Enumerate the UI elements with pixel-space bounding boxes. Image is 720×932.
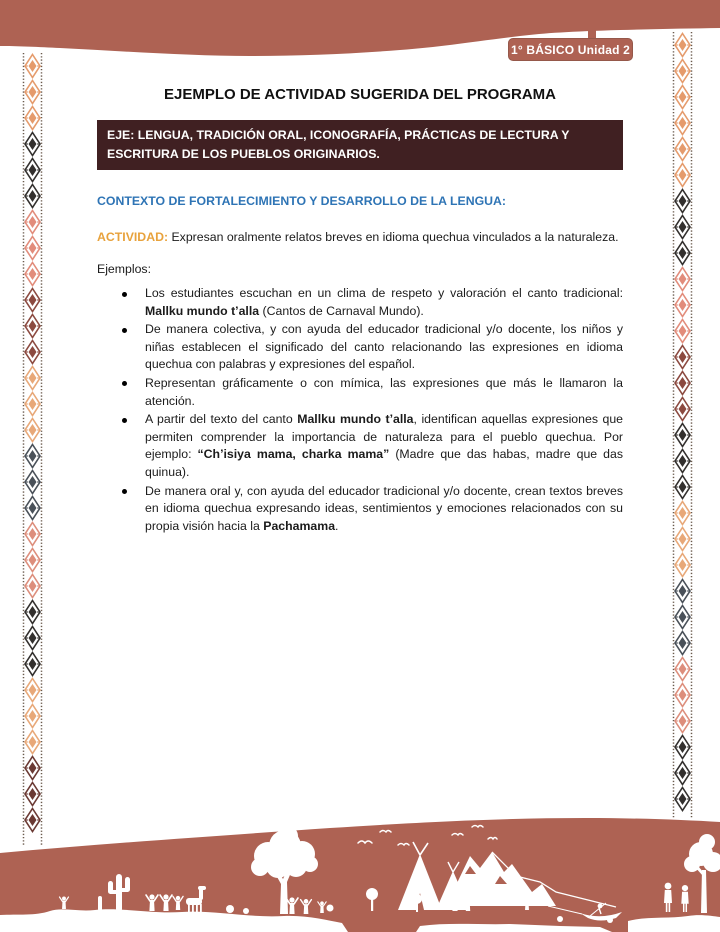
document-body: [97, 86, 623, 536]
footer-illustration: [0, 814, 720, 932]
examples-list: [97, 285, 623, 535]
activity-line: [97, 229, 623, 246]
activity-label: ACTIVIDAD:: [97, 230, 169, 244]
list-item: De manera colectiva, y con ayuda del educador tradicional y/o docente, los niños y niñas establecen el significado del canto relacionando las expresiones en idioma quechua con palabras y expresiones del español.: [97, 321, 623, 374]
activity-text: Expresan oralmente relatos breves en idioma quechua vinculados a la naturaleza.: [171, 230, 619, 244]
context-heading: CONTEXTO DE FORTALECIMIENTO Y DESARROLLO DE LA LENGUA:: [97, 194, 507, 208]
left-border-pattern: [22, 53, 43, 845]
list-item: De manera oral y, con ayuda del educador tradicional y/o docente, crean textos breves en idioma quechua expresando ideas, sentimientos y emociones relacionados con su propia visión hacia la Pachamama.: [97, 483, 623, 536]
list-item: Los estudiantes escuchan en un clima de respeto y valoración el canto tradicional: Mallku mundo t’alla (Cantos de Carnaval Mundo).: [97, 285, 623, 320]
examples-heading: Ejemplos:: [97, 262, 151, 276]
list-item: A partir del texto del canto Mallku mundo t’alla, identifican aquellas expresiones que permiten comprender la importancia de naturaleza para el pueblo quechua. Por ejemplo: “Ch’isiya mama, charka mama” (Madre que das habas, madre que das quinua).: [97, 411, 623, 481]
page-title: EJEMPLO DE ACTIVIDAD SUGERIDA DEL PROGRAMA: [164, 86, 556, 103]
eje-banner: EJE: LENGUA, TRADICIÓN ORAL, ICONOGRAFÍA, PRÁCTICAS DE LECTURA Y ESCRITURA DE LOS PUEBLOS ORIGINARIOS.: [97, 120, 623, 170]
unit-badge: 1° BÁSICO Unidad 2: [508, 38, 633, 61]
list-item: Representan gráficamente o con mímica, las expresiones que más le llamaron la atención.: [97, 375, 623, 410]
right-border-pattern: [672, 32, 693, 818]
